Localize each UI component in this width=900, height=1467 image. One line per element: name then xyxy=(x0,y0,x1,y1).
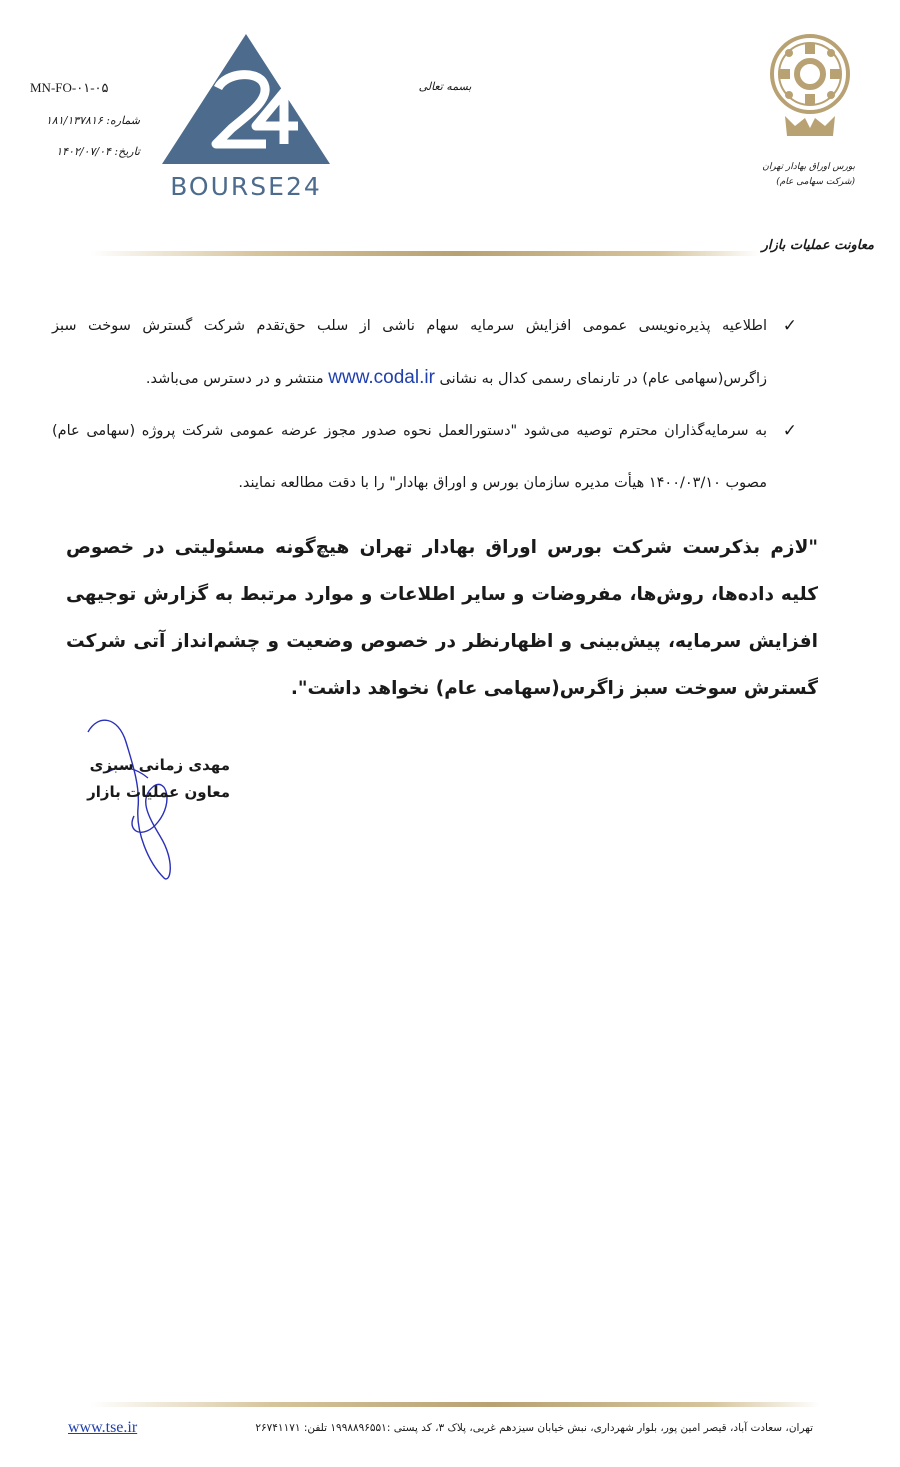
codal-link[interactable]: www.codal.ir xyxy=(328,367,435,388)
form-code: MN-FO-۰۱-۰۵ xyxy=(30,80,109,95)
signatory-title: معاون عملیات بازار xyxy=(87,783,230,801)
letter-number: شماره: ۱۸۱/۱۳۷۸۱۶ xyxy=(45,114,140,127)
footer-address: تهران، سعادت آباد، قیصر امین پور، بلوار شهرداری، نبش خیابان سیزدهم غربی، پلاک ۳، کد پستی :۱۹۹۸۸۹۶۵۵۱ تلفن: ۲۶۷۴۱۱۷۱ xyxy=(255,1422,813,1434)
invocation: بسمه تعالی xyxy=(418,80,472,93)
notice-text-end: منتشر و در دسترس می‌باشد. xyxy=(145,371,329,387)
bourse24-logo xyxy=(160,32,332,200)
footer-divider xyxy=(90,1402,820,1407)
letter-metadata xyxy=(30,80,140,158)
checkmark-icon: ✓ xyxy=(782,421,797,441)
organization-name xyxy=(735,160,855,190)
notice-list xyxy=(52,300,797,509)
header-divider xyxy=(90,251,760,256)
notice-text: اطلاعیه پذیره‌نویسی عمومی افزایش سرمایه سهام ناشی از سلب حق‌تقدم شرکت گسترش سوخت سبز زاگرس(سهامی عام) در تارنمای رسمی کدال به نشانی xyxy=(52,318,767,387)
notice-text: به سرمایه‌گذاران محترم توصیه می‌شود "دستورالعمل نحوه صدور مجوز عرضه عمومی شرکت پروژه (سهامی عام) مصوب ۱۴۰۰/۰۳/۱۰ هیأت مدیره سازمان بورس و اوراق بهادار" را با دقت مطالعه نمایند. xyxy=(52,423,767,491)
footer-website-link[interactable]: www.tse.ir xyxy=(68,1419,138,1436)
organization-name-line1: بورس اوراق بهادار تهران xyxy=(762,162,855,172)
signatory-block xyxy=(64,752,230,806)
department-title: معاونت عملیات بازار xyxy=(761,238,874,253)
checkmark-icon: ✓ xyxy=(782,316,797,336)
organization-name-line2: (شرکت سهامی عام) xyxy=(776,177,855,187)
brand-wordmark: BOURSE24 xyxy=(170,172,322,201)
letter-date: تاریخ: ۱۴۰۲/۰۷/۰۴ xyxy=(56,145,140,158)
list-item xyxy=(52,405,797,509)
tse-emblem-icon xyxy=(765,32,855,144)
disclaimer-paragraph: "لازم بذکرست شرکت بورس اوراق بهادار تهران هیچ‌گونه مسئولیتی در خصوص کلیه داده‌ها، روش‌ها، مفروضات و سایر اطلاعات و موارد مرتبط به گزارش توجیهی افزایش سرمایه، پیش‌بینی و اظهارنظر در خصوص وضعیت و چشم‌انداز آتی شرکت گسترش سوخت سبز زاگرس(سهامی عام) نخواهد داشت". xyxy=(66,537,818,699)
tse-seal-logo xyxy=(765,32,855,144)
bourse24-triangle-icon xyxy=(160,32,332,167)
list-item xyxy=(52,300,797,405)
signatory-name: مهدی زمانی سبزی xyxy=(89,756,230,774)
